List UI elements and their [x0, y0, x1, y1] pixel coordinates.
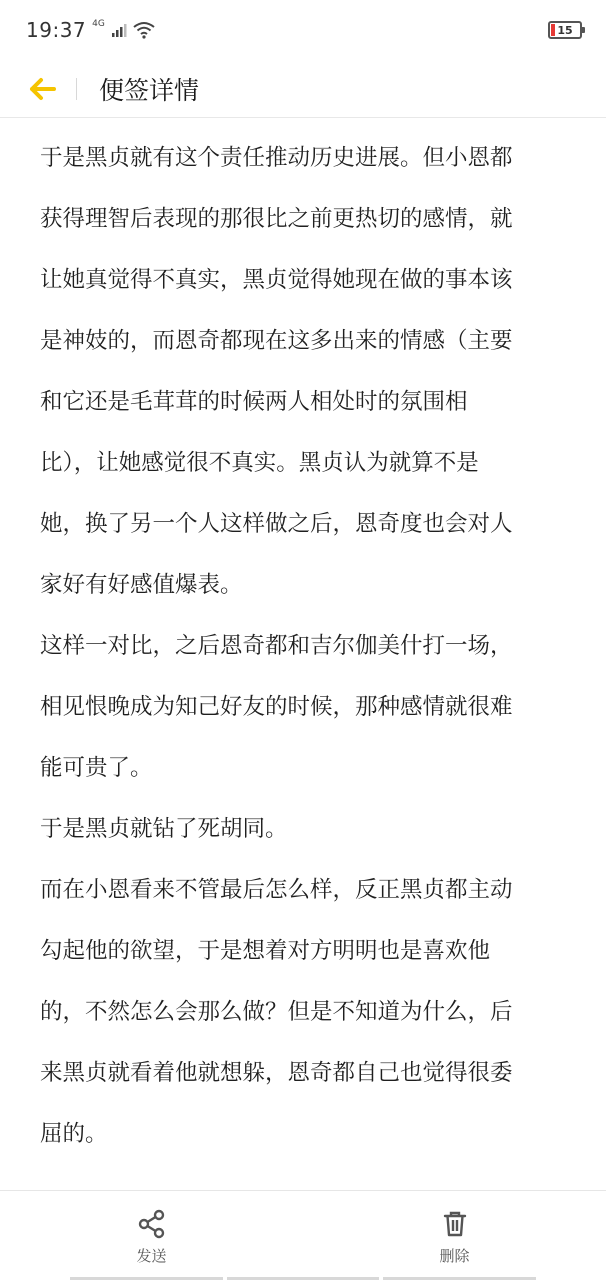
send-button[interactable]: [0, 1191, 303, 1280]
note-line: 勾起他的欲望，于是想着对方明明也是喜欢他: [40, 938, 491, 964]
signal-icon: [111, 22, 127, 38]
note-paragraph: [40, 860, 570, 1165]
note-line: 而在小恩看来不管最后怎么样，反正黑贞都主动: [40, 877, 513, 903]
note-line: 屈的。: [40, 1121, 108, 1147]
note-line: 来黑贞就看着他就想躲，恩奇都自己也觉得很委: [40, 1060, 513, 1086]
arrow-left-icon: [27, 77, 57, 101]
delete-button[interactable]: [303, 1191, 606, 1280]
network-type: 4G: [92, 19, 105, 29]
note-paragraph: [40, 799, 570, 860]
app-header: [0, 60, 606, 118]
battery-percent: 15: [557, 23, 573, 37]
note-line: 这样一对比，之后恩奇都和吉尔伽美什打一场，: [40, 633, 513, 659]
status-left: [26, 18, 155, 42]
page-title: 便签详情: [99, 75, 200, 105]
note-content[interactable]: [40, 128, 570, 1165]
delete-label: 删除: [439, 1247, 470, 1265]
send-label: 发送: [136, 1247, 167, 1265]
note-line: 比），让她感觉很不真实。黑贞认为就算不是: [40, 450, 479, 476]
note-line: 她，换了另一个人这样做之后，恩奇度也会对人: [40, 511, 513, 537]
battery-icon: [548, 21, 582, 39]
note-line: 能可贵了。: [40, 755, 153, 781]
wifi-icon: [133, 21, 155, 39]
back-button[interactable]: [0, 60, 76, 118]
header-divider: [76, 78, 77, 100]
battery-level: [551, 24, 555, 36]
trash-icon: [440, 1209, 470, 1239]
note-line: 获得理智后表现的那很比之前更热切的感情，就: [40, 206, 513, 232]
note-line: 的，不然怎么会那么做？但是不知道为什么，后: [40, 999, 513, 1025]
note-paragraph: [40, 128, 570, 616]
status-time: 19:37: [26, 18, 87, 42]
share-icon: [137, 1209, 167, 1239]
note-line: 和它还是毛茸茸的时候两人相处时的氛围相: [40, 389, 468, 415]
note-line: 于是黑贞就有这个责任推动历史进展。但小恩都: [40, 145, 513, 171]
note-line: 相见恨晚成为知己好友的时候，那种感情就很难: [40, 694, 513, 720]
bottom-action-bar: [0, 1190, 606, 1280]
note-line: 家好有好感值爆表。: [40, 572, 243, 598]
note-line: 于是黑贞就钻了死胡同。: [40, 816, 288, 842]
note-line: 是神妓的，而恩奇都现在这多出来的情感（主要: [40, 328, 513, 354]
note-paragraph: [40, 616, 570, 799]
status-bar: [0, 0, 606, 60]
note-line: 让她真觉得不真实，黑贞觉得她现在做的事本该: [40, 267, 513, 293]
